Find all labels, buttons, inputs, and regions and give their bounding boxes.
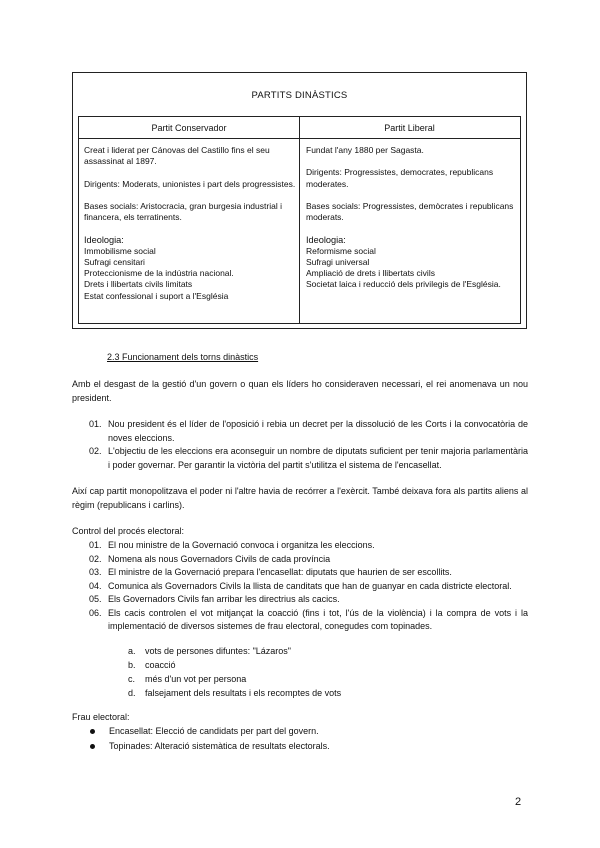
liberal-founding: Fundat l'any 1880 per Sagasta. xyxy=(306,145,424,155)
list-item: 03. El ministre de la Governació prepara l'encasellat: diputats que haurien de ser escollits. xyxy=(89,567,452,577)
liberal-social: Bases socials: Progressistes, demòcrates i republicans moderats. xyxy=(306,200,514,223)
conservative-ideology-title: Ideologia: xyxy=(84,234,124,245)
list-item: b. coacció xyxy=(128,660,176,670)
list-item: d. falsejament dels resultats i els recomptes de vots xyxy=(128,688,342,698)
ideology-item: Immobilisme social xyxy=(84,245,156,256)
fraud-title: Frau electoral: xyxy=(72,712,130,722)
monopoly-paragraph: Així cap partit monopolitzava el poder ni l'altre havia de recórrer a l'exèrcit. També deixava fora als partits aliens al règim (republicans i carlins). xyxy=(72,486,528,510)
list-item: 01. Nou president és el líder de l'oposició i rebia un decret per la dissolució de les Corts i la convocatòria de noves eleccions. xyxy=(89,419,528,443)
parties-table-box xyxy=(72,72,527,329)
list-item: c. més d'un vot per persona xyxy=(128,674,247,684)
numbered-list-succession xyxy=(72,418,528,472)
list-item: 04. Comunica als Governadors Civils la llista de canditats que han de guanyar en cada districte electoral. xyxy=(89,580,512,591)
parties-table xyxy=(78,116,521,324)
liberal-header: Partit Liberal xyxy=(299,117,520,139)
numbered-list-control xyxy=(72,539,528,634)
ideology-item: Sufragi universal xyxy=(306,256,370,267)
ideology-item: Societat laica i reducció dels privilegis de l'Església. xyxy=(306,279,501,290)
page-number: 2 xyxy=(515,796,522,808)
intro-paragraph: Amb el desgast de la gestió d'un govern o quan els líders ho consideraven necessari, el rei anomenava un nou president. xyxy=(72,379,528,403)
list-item: 06. Els cacis controlen el vot mitjançat la coacció (fins i tot, l'ús de la violència) i la compra de vots i la implementació de diversos sistemes de frau electoral, conegudes com topinades. xyxy=(89,607,528,631)
list-item: Topinades: Alteració sistemàtica de resultats electorals. xyxy=(90,739,330,754)
list-item: 05. Els Governadors Civils fan arribar les directrius als cacics. xyxy=(89,594,340,604)
table-title: PARTITS DINÀSTICS xyxy=(251,90,348,101)
bullet-icon xyxy=(90,744,95,749)
liberal-ideology-title: Ideologia: xyxy=(306,234,346,245)
list-item: 02. L'objectiu de les eleccions era aconseguir un nombre de diputats suficient per tenir majoria parlamentària i poder governar. Per garantir la victòria del partit s'utilitza el sistema de l'encasellat. xyxy=(89,446,528,470)
column-divider xyxy=(299,117,300,323)
bullet-icon xyxy=(90,729,95,734)
ideology-item: Estat confessional i suport a l'Església xyxy=(84,290,229,301)
liberal-cell xyxy=(306,145,516,291)
fraud-bullets xyxy=(90,724,330,753)
conservative-cell xyxy=(84,145,296,302)
list-item: a. vots de persones difuntes: "Lázaros" xyxy=(128,646,291,656)
conservative-header: Partit Conservador xyxy=(79,117,299,139)
fraud-methods-sublist xyxy=(128,644,341,700)
ideology-item: Sufragi censitari xyxy=(84,256,145,267)
liberal-leaders: Dirigents: Progressistes, democrates, republicans moderates. xyxy=(306,167,494,189)
list-item: 01. El nou ministre de la Governació convoca i organitza les eleccions. xyxy=(89,540,375,550)
list-item: Encasellat: Elecció de candidats per part del govern. xyxy=(90,724,330,739)
conservative-leaders: Dirigents: Moderats, unionistes i part dels progressistes. xyxy=(84,178,296,189)
conservative-social: Bases socials: Aristocracia, gran burgesia industrial i financera, els terratinents. xyxy=(84,200,282,223)
conservative-founding: Creat i liderat per Cánovas del Castillo fins el seu assassinat al 1897. xyxy=(84,145,270,167)
ideology-item: Reformisme social xyxy=(306,245,376,256)
control-title: Control del procés electoral: xyxy=(72,526,185,536)
list-item: 02. Nomena als nous Governadors Civils de cada província xyxy=(89,553,331,564)
ideology-item: Drets i llibertats civils limitats xyxy=(84,279,193,290)
section-title: 2.3 Funcionament dels torns dinàstics xyxy=(107,352,259,362)
ideology-item: Ampliació de drets i llibertats civils xyxy=(306,268,435,279)
ideology-item: Proteccionisme de la indústria nacional. xyxy=(84,268,234,279)
